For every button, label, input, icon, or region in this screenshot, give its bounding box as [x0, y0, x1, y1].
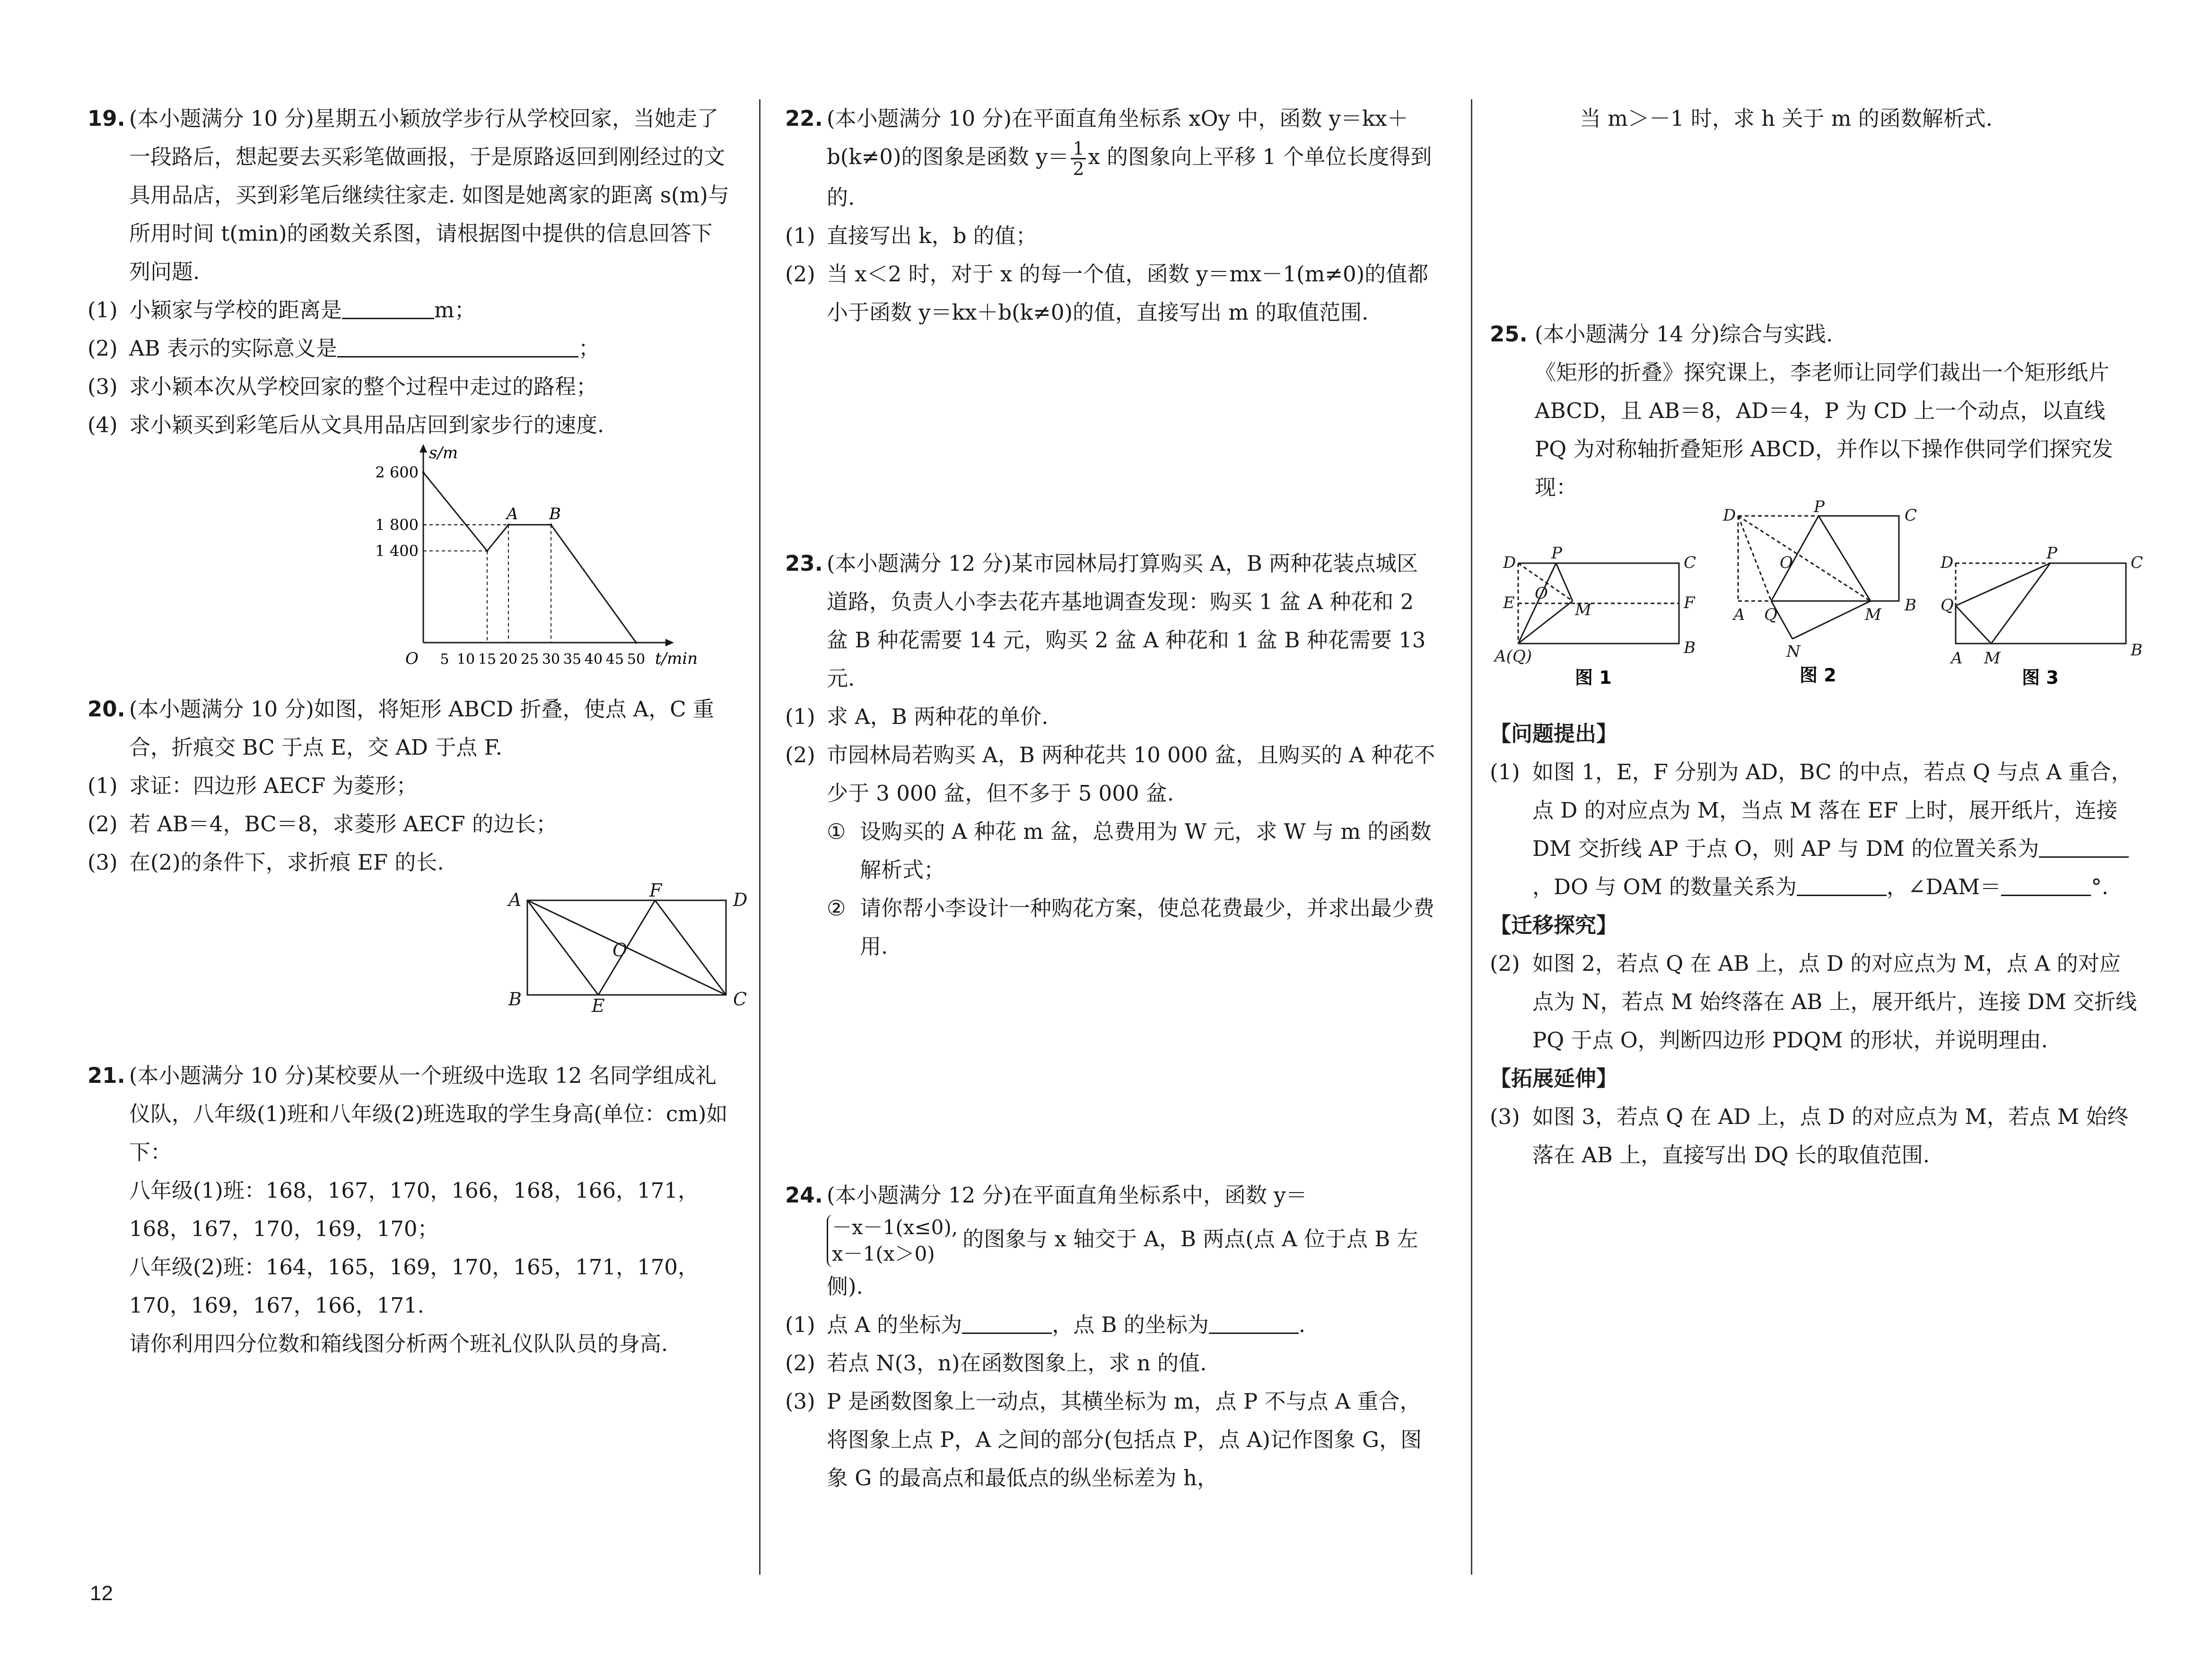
question-stem: (本小题满分 10 分)如图，将矩形 ABCD 折叠，使点 A，C 重合，折痕交 BC 于点 E，交 AD 于点 F. — [129, 697, 715, 760]
y-axis-arrow — [420, 444, 427, 453]
svg-text:A(Q): A(Q) — [1495, 647, 1532, 666]
part-3: (3) 如图 3，若点 Q 在 AD 上，点 D 的对应点为 M，若点 M 始终落在 AB 上，直接写出 DQ 长的取值范围. — [1490, 1104, 2129, 1167]
question-25 — [1490, 315, 2143, 1174]
part-2: (2) 如图 2，若点 Q 在 AB 上，点 D 的对应点为 M，点 A 的对应点为 N，若点 M 始终落在 AB 上，展开纸片，连接 DM 交折线 PQ 于点 O，判断四边形 PDQM 的形状，并说明理由. — [1490, 951, 2137, 1053]
question-stem: (本小题满分 10 分)某校要从一个班级中选取 12 名同学组成礼仪队，八年级(1)班和八年级(2)班选取的学生身高(单位：cm)如下： — [129, 1063, 728, 1165]
svg-text:D: D — [1941, 553, 1954, 572]
figure-3-caption: 图 3 — [2022, 667, 2059, 688]
figure-2 — [1719, 497, 1937, 686]
y-tick-label: 2 600 — [375, 463, 419, 481]
svg-text:D: D — [1503, 553, 1516, 572]
question-21 — [87, 1056, 733, 1363]
class1-heights: 八年级(1)班：168，167，170，166，168，166，171，168，167，170，169，170； — [129, 1178, 699, 1241]
svg-text:E: E — [1503, 593, 1515, 612]
svg-text:B: B — [1684, 638, 1696, 657]
svg-text:C: C — [2131, 553, 2143, 572]
section-heading-1: 【问题提出】 — [1490, 721, 1618, 746]
part-1: (1) 如图 1，E，F 分别为 AD，BC 的中点，若点 Q 与点 A 重合，点 D 的对应点为 M，当点 M 落在 EF 上时，展开纸片，连接 DM 交折线 AP 于点 O，则 AP 与 DM 的位置关系为，DO 与 OM 的数量关系为 ，∠DAM＝ °. — [1490, 759, 2133, 899]
subquestion-1: (1) 直接写出 k，b 的值； — [785, 223, 1037, 248]
data-point — [422, 471, 425, 474]
question-24-continuation: 当 m＞－1 时，求 h 关于 m 的函数解析式. — [1580, 106, 1993, 131]
y-tick-label: 1 400 — [375, 542, 419, 560]
x-tick-label: 35 — [563, 651, 582, 668]
question-20 — [87, 690, 748, 1016]
figure-1-caption: 图 1 — [1575, 667, 1612, 688]
section-heading-2: 【迁移探究】 — [1490, 913, 1618, 938]
svg-text:Q: Q — [1764, 605, 1777, 624]
question-22: 22. (本小题满分 10 分)在平面直角坐标系 xOy 中，函数 y＝kx＋b(k≠0)的图象是函数 y＝ $\frac{1}{2}$ x 的图象向上平移 1 个单位长度得到的. (1) 直接写出 k，b 的值； (2) 当 x＜2 时，对于 x 的每一个值，函数 y＝mx－1(m≠0)的值都小于函数 y＝kx＋b(k≠0)的值，直接写出 m 的取值范围. — [785, 99, 1438, 331]
svg-text:M: M — [1575, 601, 1591, 619]
point-label: A — [507, 504, 518, 523]
x-tick-label: 20 — [499, 651, 518, 668]
fraction-one-half: $\frac{1}{2}$ — [1071, 139, 1086, 178]
subquestion-1: (1) 点 A 的坐标为 ，点 B 的坐标为 . — [785, 1312, 1306, 1337]
series-line — [423, 472, 636, 643]
subquestion-2: (2) 市园林局若购买 A，B 两种花共 10 000 盆，且购买的 A 种花不少于 3 000 盆，但不多于 5 000 盆. — [785, 742, 1435, 806]
column-divider-2 — [1471, 99, 1472, 1575]
svg-text:P: P — [1551, 544, 1562, 563]
svg-text:P: P — [1814, 497, 1825, 516]
answer-blank[interactable] — [1209, 1311, 1299, 1334]
figure-3 — [1937, 535, 2154, 686]
y-axis-label: s/m — [429, 444, 458, 462]
question-number: 19. — [87, 106, 125, 131]
subquestion-1: (1) 求 A，B 两种花的单价. — [785, 704, 1049, 729]
svg-text:B: B — [2131, 641, 2142, 660]
figure-2-caption: 图 2 — [1800, 665, 1836, 686]
column-left — [87, 99, 748, 1363]
svg-text:A: A — [1951, 649, 1963, 668]
answer-blank[interactable] — [342, 296, 434, 319]
question-stem: (本小题满分 12 分)某市园林局打算购买 A，B 两种花装点城区道路，负责人小李去花卉基地调查发现：购买 1 盆 A 种花和 2 盆 B 种花需要 14 元，购买 2 盆 A 种花和 1 盆 B 种花需要 13 元. — [827, 551, 1426, 691]
question-number: 24. — [785, 1183, 823, 1208]
subsubquestion-1: ① 设购买的 A 种花 m 盆，总费用为 W 元，求 W 与 m 的函数解析式； — [827, 819, 1432, 882]
svg-text:P: P — [2046, 544, 2057, 563]
label-d: D — [733, 889, 748, 910]
segment-fc — [655, 900, 726, 995]
column-right — [1490, 99, 2143, 1174]
x-tick-label: 30 — [542, 651, 560, 668]
question-number: 21. — [87, 1063, 125, 1088]
svg-text:B: B — [1905, 596, 1916, 615]
fold-figures — [1490, 497, 2143, 710]
answer-blank[interactable] — [2001, 873, 2091, 896]
label-f: F — [649, 880, 662, 901]
question-number: 25. — [1490, 322, 1528, 347]
rectangle-fold-figure — [508, 880, 754, 1016]
svg-text:D: D — [1723, 506, 1736, 525]
svg-text:M: M — [1865, 605, 1881, 624]
svg-text:C: C — [1905, 506, 1917, 525]
answer-blank[interactable] — [1797, 873, 1887, 896]
data-point — [507, 523, 510, 526]
subquestion-4: (4) 求小颖买到彩笔后从文具用品店回到家步行的速度. — [87, 412, 604, 437]
point-label: B — [549, 504, 561, 523]
label-b: B — [508, 989, 522, 1010]
figure-1 — [1490, 535, 1707, 686]
answer-blank[interactable] — [2039, 835, 2129, 858]
question-number: 22. — [785, 106, 823, 131]
subquestion-2: (2) 若 AB＝4，BC＝8，求菱形 AECF 的边长； — [87, 811, 558, 836]
question-19 — [87, 99, 733, 685]
x-axis-arrow — [665, 639, 674, 646]
subquestion-3: (3) 求小颖本次从学校回家的整个过程中走过的路程； — [87, 374, 598, 399]
svg-text:C: C — [1684, 553, 1696, 572]
data-point — [486, 550, 489, 552]
subquestion-3: (3) P 是函数图象上一动点，其横坐标为 m，点 P 不与点 A 重合，将图象上点 P，A 之间的部分(包括点 P，点 A)记作图象 G，图象 G 的最高点和最低点的纵坐标差为 h， — [785, 1389, 1422, 1490]
page-number: 12 — [90, 1582, 113, 1605]
svg-text:Q: Q — [1941, 596, 1954, 615]
section-heading-3: 【拓展延伸】 — [1490, 1066, 1618, 1091]
x-tick-label: 10 — [456, 651, 475, 668]
question-number: 20. — [87, 697, 125, 722]
answer-blank[interactable] — [337, 335, 578, 357]
subquestion-1: (1) 小颖家与学校的距离是 m； — [87, 297, 476, 322]
task-text: 请你利用四分位数和箱线图分析两个班礼仪队队员的身高. — [129, 1331, 668, 1356]
question-24: 24. (本小题满分 12 分)在平面直角坐标系中，函数 y＝ －x－1(x≤0), x－1(x＞0) 的图象与 x 轴交于 A，B 两点(点 A 位于点 B 左侧). (1) 点 A 的坐标为 ，点 B 的坐标为 . (2) 若点 N(3，n)在函数图象上，求 n 的值. (3) P 是函数图象上一动点，其横坐标为 m，点 P 不与点 A 重合，将图象上点 P，A 之间的部分(包括点 P，点 A)记作图象 G，图象 G 的最高点和最低点的纵坐标差为 h， — [785, 1176, 1438, 1497]
subquestion-3: (3) 在(2)的条件下，求折痕 EF 的长. — [87, 850, 444, 875]
question-number: 23. — [785, 551, 823, 576]
x-tick-label: 15 — [478, 651, 497, 668]
subquestion-2: (2) 当 x＜2 时，对于 x 的每一个值，函数 y＝mx－1(m≠0)的值都小于函数 y＝kx＋b(k≠0)的值，直接写出 m 的取值范围. — [785, 261, 1429, 325]
svg-text:N: N — [1786, 642, 1801, 661]
label-c: C — [733, 989, 747, 1010]
svg-text:O: O — [1535, 584, 1548, 603]
question-stem: (本小题满分 14 分)综合与实践. — [1535, 322, 1833, 347]
data-point — [550, 523, 552, 526]
svg-text:M: M — [1984, 649, 2001, 668]
subsubquestion-2: ② 请你帮小李设计一种购花方案，使总花费最少，并求出最少费用. — [827, 896, 1435, 959]
y-tick-label: 1 800 — [375, 515, 419, 534]
question-stem: (本小题满分 10 分)星期五小颖放学步行从学校回家，当她走了一段路后，想起要去买彩笔做画报，于是原路返回到刚经过的文具用品店，买到彩笔后继续往家走. 如图是她离家的距离 s(m)与所用时间 t(min)的函数关系图，请根据图中提供的信息回答下列问题. — [129, 106, 729, 284]
data-point — [635, 642, 638, 644]
subquestion-1: (1) 求证：四边形 AECF 为菱形； — [87, 773, 418, 798]
svg-text:F: F — [1684, 593, 1695, 612]
class2-heights: 八年级(2)班：164，165，169，170，165，171，170，170，169，167，166，171. — [129, 1255, 699, 1318]
column-divider-1 — [759, 99, 761, 1575]
subquestion-2: (2) 若点 N(3，n)在函数图象上，求 n 的值. — [785, 1350, 1207, 1376]
svg-text:A: A — [1733, 605, 1745, 624]
origin-label: O — [405, 649, 419, 668]
distance-time-chart — [352, 444, 712, 685]
question-intro: 《矩形的折叠》探究课上，李老师让同学们裁出一个矩形纸片 ABCD，且 AB＝8，AD＝4，P 为 CD 上一个动点，以直线 PQ 为对称轴折叠矩形 ABCD，并作以下操作供同学们探究发现： — [1535, 360, 2113, 500]
answer-blank[interactable] — [962, 1311, 1052, 1334]
subquestion-2: (2) AB 表示的实际意义是 ； — [87, 336, 600, 361]
svg-text:O: O — [1780, 553, 1793, 572]
x-tick-label: 25 — [520, 651, 539, 668]
label-o: O — [612, 940, 628, 960]
column-middle — [785, 99, 1438, 1497]
question-23 — [785, 544, 1438, 966]
piecewise-function: －x－1(x≤0), x－1(x＞0) — [827, 1214, 958, 1267]
x-tick-label: 50 — [627, 651, 646, 668]
label-e: E — [592, 995, 605, 1016]
x-axis-label: t/min — [655, 649, 698, 668]
label-a: A — [508, 889, 522, 910]
segment-ae — [527, 900, 598, 995]
x-tick-label: 5 — [440, 651, 449, 668]
x-tick-label: 40 — [584, 651, 603, 668]
x-tick-label: 45 — [605, 651, 624, 668]
